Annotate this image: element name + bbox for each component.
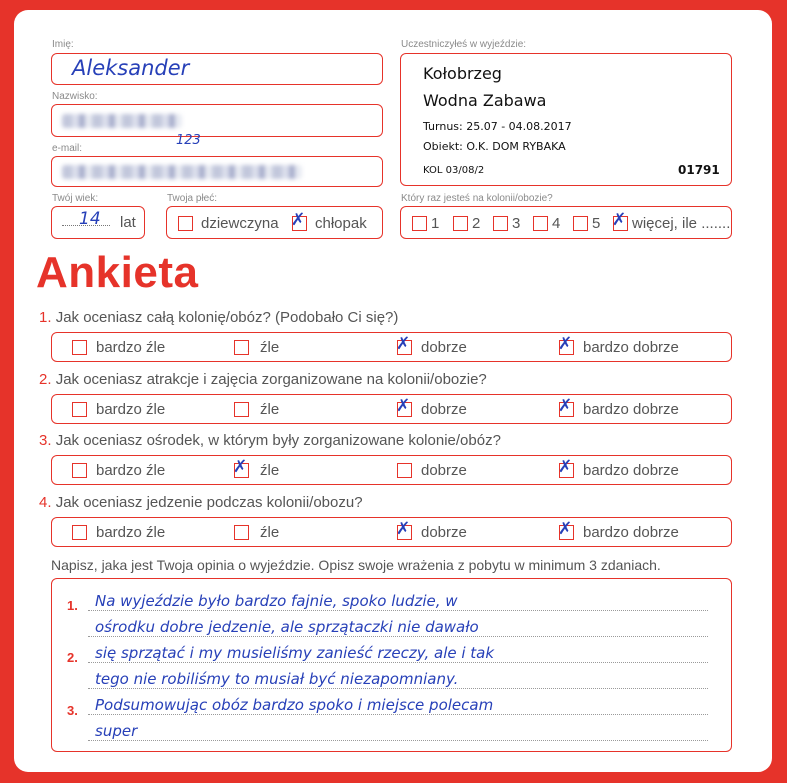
q2-label-very-good: bardzo dobrze [583,401,679,418]
check-mark-icon: ✗ [396,334,411,354]
opinion-handwritten-line: tego nie robiliśmy to musiał być niezapomniany. [95,670,459,688]
times-checkbox-1[interactable] [412,216,427,231]
writing-line [88,636,708,637]
name-label: Imię: [52,39,74,50]
age-value: 14 [79,209,101,229]
check-mark-icon: ✗ [558,457,573,477]
answer-row-1 [51,332,732,362]
gender-checkbox-girl[interactable] [178,216,193,231]
opinion-handwritten-line: się sprzątać i my musieliśmy zanieść rzeczy, ale i tak [95,644,495,662]
q4-label-very-good: bardzo dobrze [583,524,679,541]
q2-checkbox-very-bad[interactable] [72,402,87,417]
times-checkbox-more[interactable] [612,210,628,231]
question-number: 4. [39,494,52,511]
q1-checkbox-good[interactable] [396,334,412,355]
question-2 [39,371,487,388]
question-3 [39,432,501,449]
age-field[interactable] [51,206,145,239]
writing-line [88,740,708,741]
age-unit: lat [120,214,136,231]
gender-option-girl: dziewczyna [201,215,279,232]
q3-checkbox-bad[interactable] [233,457,249,478]
q2-label-good: dobrze [421,401,467,418]
times-option-4: 4 [552,215,561,232]
question-text: Jak oceniasz ośrodek, w którym były zorganizowane kolonie/obóz? [55,432,501,449]
q4-checkbox-good[interactable] [396,519,412,540]
q2-label-very-bad: bardzo źle [96,401,166,418]
times-checkbox-3[interactable] [493,216,508,231]
surname-label: Nazwisko: [52,91,98,102]
opinion-handwritten-line: Podsumowując obóz bardzo spoko i miejsce polecam [95,696,494,714]
q2-checkbox-very-good[interactable] [558,396,574,417]
redacted-email [62,165,302,179]
trip-label: Uczestniczyłeś w wyjeździe: [401,39,527,50]
redacted-surname [62,114,182,128]
opinion-number-2: 2. [67,650,78,665]
q1-label-very-good: bardzo dobrze [583,339,679,356]
times-field [400,206,732,239]
q4-checkbox-bad[interactable] [234,525,249,540]
q1-label-bad: źle [260,339,280,356]
check-mark-icon: ✗ [612,210,627,230]
trip-number: 01791 [678,163,720,177]
writing-line [88,662,708,663]
gender-field [166,206,383,239]
answer-row-2 [51,394,732,424]
q2-checkbox-bad[interactable] [234,402,249,417]
check-mark-icon: ✗ [558,519,573,539]
times-option-5: 5 [592,215,601,232]
q1-checkbox-very-bad[interactable] [72,340,87,355]
question-text: Jak oceniasz całą kolonię/obóz? (Podobało Ci się?) [55,309,399,326]
name-value: Aleksander [72,56,190,80]
q4-label-very-bad: bardzo źle [96,524,166,541]
opinion-number-3: 3. [67,703,78,718]
q3-checkbox-very-bad[interactable] [72,463,87,478]
q4-label-good: dobrze [421,524,467,541]
check-mark-icon: ✗ [291,210,306,230]
gender-label: Twoja płeć: [167,193,218,204]
gender-option-boy: chłopak [315,215,367,232]
times-option-3: 3 [512,215,521,232]
q4-checkbox-very-bad[interactable] [72,525,87,540]
age-label: Twój wiek: [52,193,99,204]
writing-line [88,714,708,715]
check-mark-icon: ✗ [558,396,573,416]
email-field[interactable] [51,156,383,187]
answer-row-4 [51,517,732,547]
q3-label-very-good: bardzo dobrze [583,462,679,479]
q3-checkbox-good[interactable] [397,463,412,478]
trip-info-box [400,53,732,186]
opinion-number-1: 1. [67,598,78,613]
question-text: Jak oceniasz jedzenie podczas kolonii/obozu? [55,494,363,511]
trip-object: Obiekt: O.K. DOM RYBAKA [423,140,566,153]
check-mark-icon: ✗ [233,457,248,477]
check-mark-icon: ✗ [396,396,411,416]
times-label: Który raz jesteś na kolonii/obozie? [401,193,553,204]
q1-label-very-bad: bardzo źle [96,339,166,356]
times-option-2: 2 [472,215,481,232]
q3-label-good: dobrze [421,462,467,479]
q1-checkbox-very-good[interactable] [558,334,574,355]
name-field[interactable] [51,53,383,85]
q1-checkbox-bad[interactable] [234,340,249,355]
q3-label-bad: źle [260,462,280,479]
question-number: 1. [39,309,52,326]
times-checkbox-2[interactable] [453,216,468,231]
surname-field[interactable] [51,104,383,137]
trip-turnus: Turnus: 25.07 - 04.08.2017 [423,120,572,133]
check-mark-icon: ✗ [396,519,411,539]
trip-code: KOL 03/08/2 [423,165,485,176]
trip-city: Kołobrzeg [423,64,502,83]
q1-label-good: dobrze [421,339,467,356]
check-mark-icon: ✗ [558,334,573,354]
q2-checkbox-good[interactable] [396,396,412,417]
question-number: 3. [39,432,52,449]
writing-line [88,688,708,689]
q4-label-bad: źle [260,524,280,541]
survey-title: Ankieta [36,248,199,297]
opinion-prompt: Napisz, jaka jest Twoja opinia o wyjeździe. Opisz swoje wrażenia z pobytu w minimum 3 zdaniach. [51,557,661,573]
q3-label-very-bad: bardzo źle [96,462,166,479]
email-note: 123 [176,133,201,148]
q3-checkbox-very-good[interactable] [558,457,574,478]
times-option-1: 1 [431,215,440,232]
opinion-handwritten-line: super [95,722,138,740]
question-number: 2. [39,371,52,388]
q4-checkbox-very-good[interactable] [558,519,574,540]
times-checkbox-5[interactable] [573,216,588,231]
answer-row-3 [51,455,732,485]
times-checkbox-4[interactable] [533,216,548,231]
trip-name: Wodna Zabawa [423,91,547,110]
email-label: e-mail: [52,143,83,154]
times-option-more: więcej, ile ....... [632,215,731,232]
question-text: Jak oceniasz atrakcje i zajęcia zorganizowane na kolonii/obozie? [55,371,487,388]
writing-line [88,610,708,611]
opinion-handwritten-line: Na wyjeździe było bardzo fajnie, spoko ludzie, w [95,592,458,610]
question-4 [39,494,363,511]
q2-label-bad: źle [260,401,280,418]
question-1 [39,309,398,326]
gender-checkbox-boy[interactable] [291,210,307,231]
opinion-handwritten-line: ośrodku dobre jedzenie, ale sprzątaczki nie dawało [95,618,479,636]
